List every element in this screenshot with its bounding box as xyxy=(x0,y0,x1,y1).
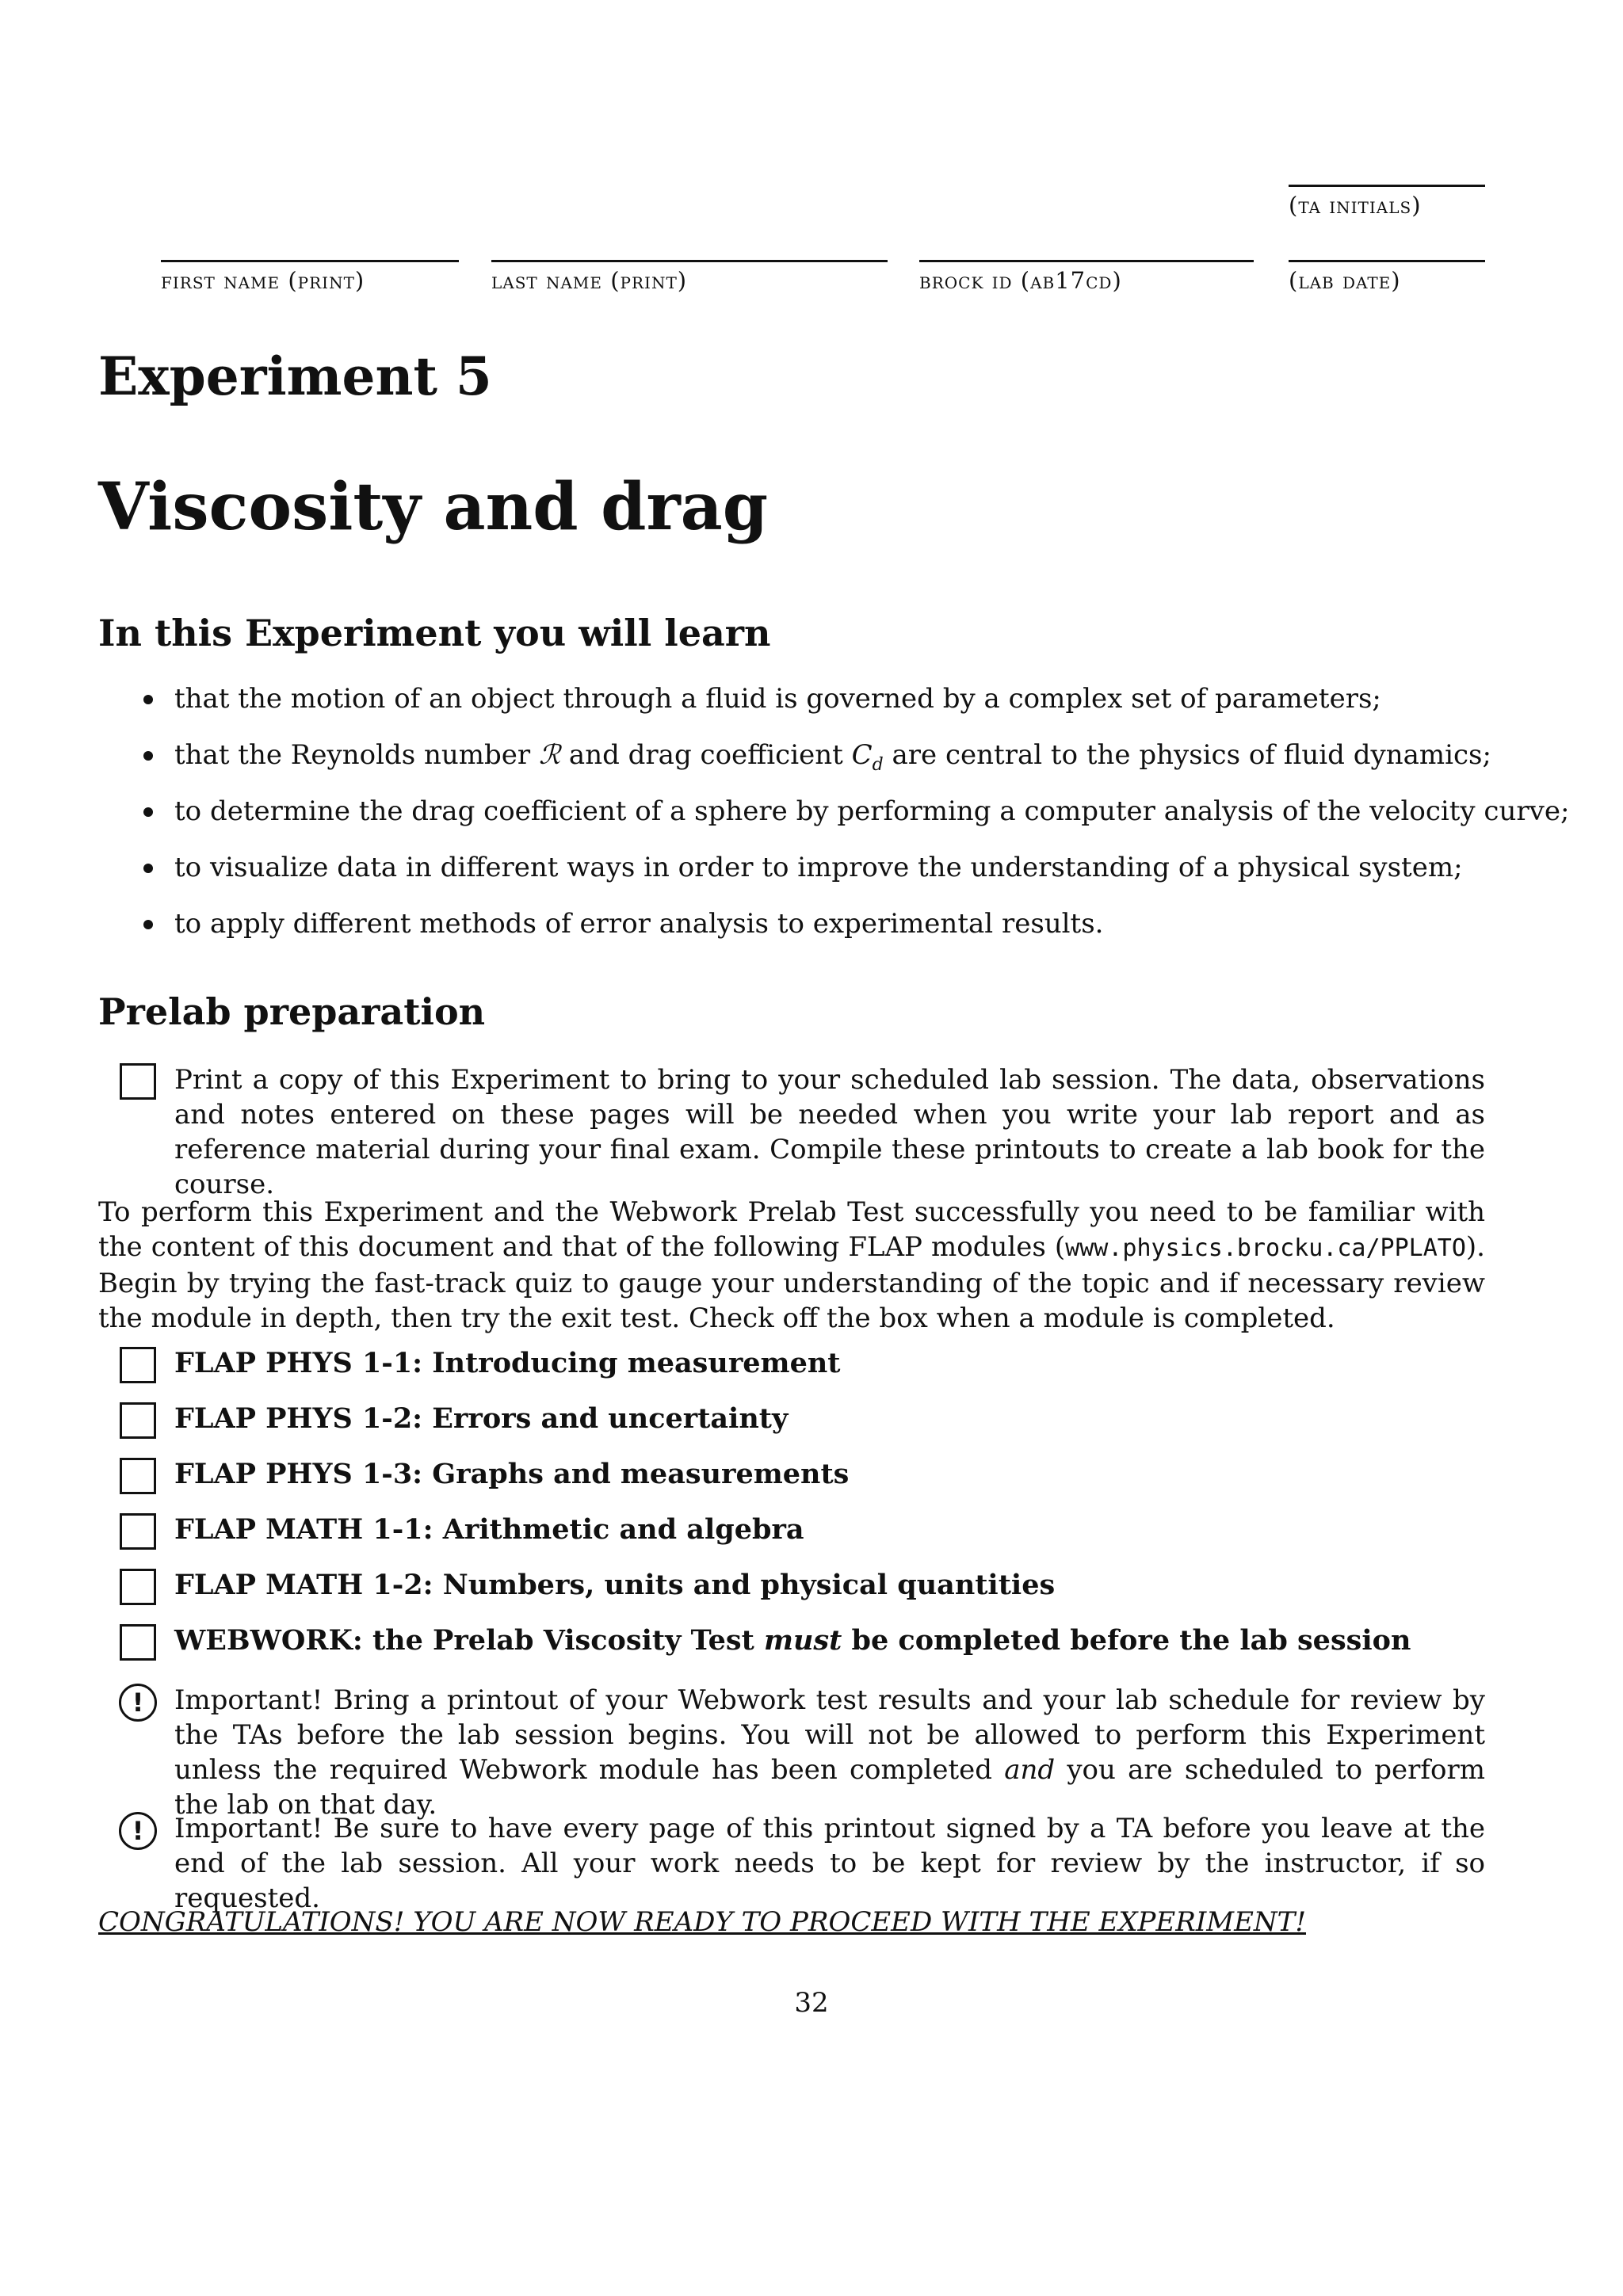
module-checkbox[interactable] xyxy=(120,1569,156,1605)
first-name-label: first name (print) xyxy=(161,267,365,294)
page-number: 32 xyxy=(794,1987,829,2019)
brock-id-field[interactable] xyxy=(919,260,1254,294)
warning-icon: ! xyxy=(119,1684,157,1722)
warning-webwork-text: Important! Bring a printout of your Webwork test results and your lab schedule for review by the TAs before the lab session begins. You will not be allowed to perform this Experiment unless the required Webwork module has been completed and you are scheduled to perform the lab on that day. xyxy=(174,1684,1485,1821)
last-name-field[interactable] xyxy=(491,260,888,294)
learn-bullet-text: that the Reynolds number xyxy=(174,739,531,771)
first-name-line xyxy=(161,260,459,262)
print-copy-checkbox[interactable] xyxy=(120,1063,156,1100)
learn-bullet-text: to apply different methods of error analysis to experimental results. xyxy=(174,908,1104,940)
print-copy-text: Print a copy of this Experiment to bring to your scheduled lab session. The data, observations and notes entered on these pages will be needed when you write your lab report and as reference material during your final exam. Compile these printouts to create a lab book for the course. xyxy=(174,1064,1485,1200)
last-name-line xyxy=(491,260,888,262)
bullet-dot xyxy=(143,864,153,873)
module-checkbox[interactable] xyxy=(120,1402,156,1439)
module-checkbox[interactable] xyxy=(120,1458,156,1494)
learn-heading: In this Experiment you will learn xyxy=(98,612,771,654)
ta-initials-field[interactable] xyxy=(1289,185,1485,219)
warning-signature-text: Important! Be sure to have every page of this printout signed by a TA before you leave at the end of the lab session. All your work needs to be kept for review by the instructor, if so requested. xyxy=(174,1813,1485,1914)
ta-initials-line xyxy=(1289,185,1485,187)
webwork-label: WEBWORK: the Prelab Viscosity Test must be completed before the lab session xyxy=(174,1624,1411,1657)
learn-bullet xyxy=(139,795,1570,827)
experiment-title: Viscosity and drag xyxy=(98,469,769,545)
lab-date-line xyxy=(1289,260,1485,262)
learn-bullet-text: to visualize data in different ways in order to improve the understanding of a physical system; xyxy=(174,852,1463,883)
prelab-heading: Prelab preparation xyxy=(98,990,486,1033)
learn-bullet-text: and drag coefficient xyxy=(568,739,843,771)
learn-bullet xyxy=(139,683,1486,715)
bullet-dot xyxy=(143,807,153,817)
module-checkbox[interactable] xyxy=(120,1347,156,1383)
bullet-dot xyxy=(143,751,153,761)
bullet-dot xyxy=(143,695,153,704)
drag-coefficient-symbol: $C_d$ xyxy=(851,739,884,775)
brock-id-label: brock id (ab17cd) xyxy=(919,267,1122,294)
warning-icon: ! xyxy=(119,1812,157,1850)
brock-id-line xyxy=(919,260,1254,262)
experiment-number: Experiment 5 xyxy=(98,345,492,407)
learn-bullet-text: that the motion of an object through a fluid is governed by a complex set of parameters; xyxy=(174,683,1381,715)
lab-date-field[interactable] xyxy=(1289,260,1485,294)
ta-initials-label: (ta initials) xyxy=(1289,192,1422,219)
prelab-intro-paragraph: To perform this Experiment and the Webwork Prelab Test successfully you need to be familiar with the content of this document and that of the following FLAP modules (www.physics.brocku.ca/PPLATO). Begin by trying the fast-track quiz to gauge your understanding of the topic and if necessary review the module in depth, then try the exit test. Check off the box when a module is completed. xyxy=(98,1196,1485,1334)
learn-bullet xyxy=(139,852,1486,883)
reynolds-symbol: ℛ xyxy=(538,739,561,771)
first-name-field[interactable] xyxy=(161,260,459,294)
module-label: FLAP MATH 1-2: Numbers, units and physical quantities xyxy=(174,1569,1056,1601)
module-label: FLAP PHYS 1-1: Introducing measurement xyxy=(174,1347,841,1379)
webwork-checkbox[interactable] xyxy=(120,1624,156,1661)
module-label: FLAP PHYS 1-3: Graphs and measurements xyxy=(174,1458,850,1490)
module-label: FLAP MATH 1-1: Arithmetic and algebra xyxy=(174,1513,804,1546)
bullet-dot xyxy=(143,920,153,929)
module-checkbox[interactable] xyxy=(120,1513,156,1550)
last-name-label: last name (print) xyxy=(491,267,688,294)
learn-bullet xyxy=(139,739,1491,775)
lab-date-label: (lab date) xyxy=(1289,267,1401,294)
learn-bullet-text: to determine the drag coefficient of a sphere by performing a computer analysis of the velocity curve; xyxy=(174,795,1570,827)
congratulations-banner: CONGRATULATIONS! YOU ARE NOW READY TO PROCEED WITH THE EXPERIMENT! xyxy=(98,1906,1306,1938)
learn-bullet-text: are central to the physics of fluid dynamics; xyxy=(892,739,1491,771)
module-label: FLAP PHYS 1-2: Errors and uncertainty xyxy=(174,1402,789,1435)
learn-bullet xyxy=(139,908,1486,940)
flap-url[interactable]: www.physics.brocku.ca/PPLATO xyxy=(1065,1234,1466,1262)
learn-bullet-list xyxy=(139,683,1570,964)
